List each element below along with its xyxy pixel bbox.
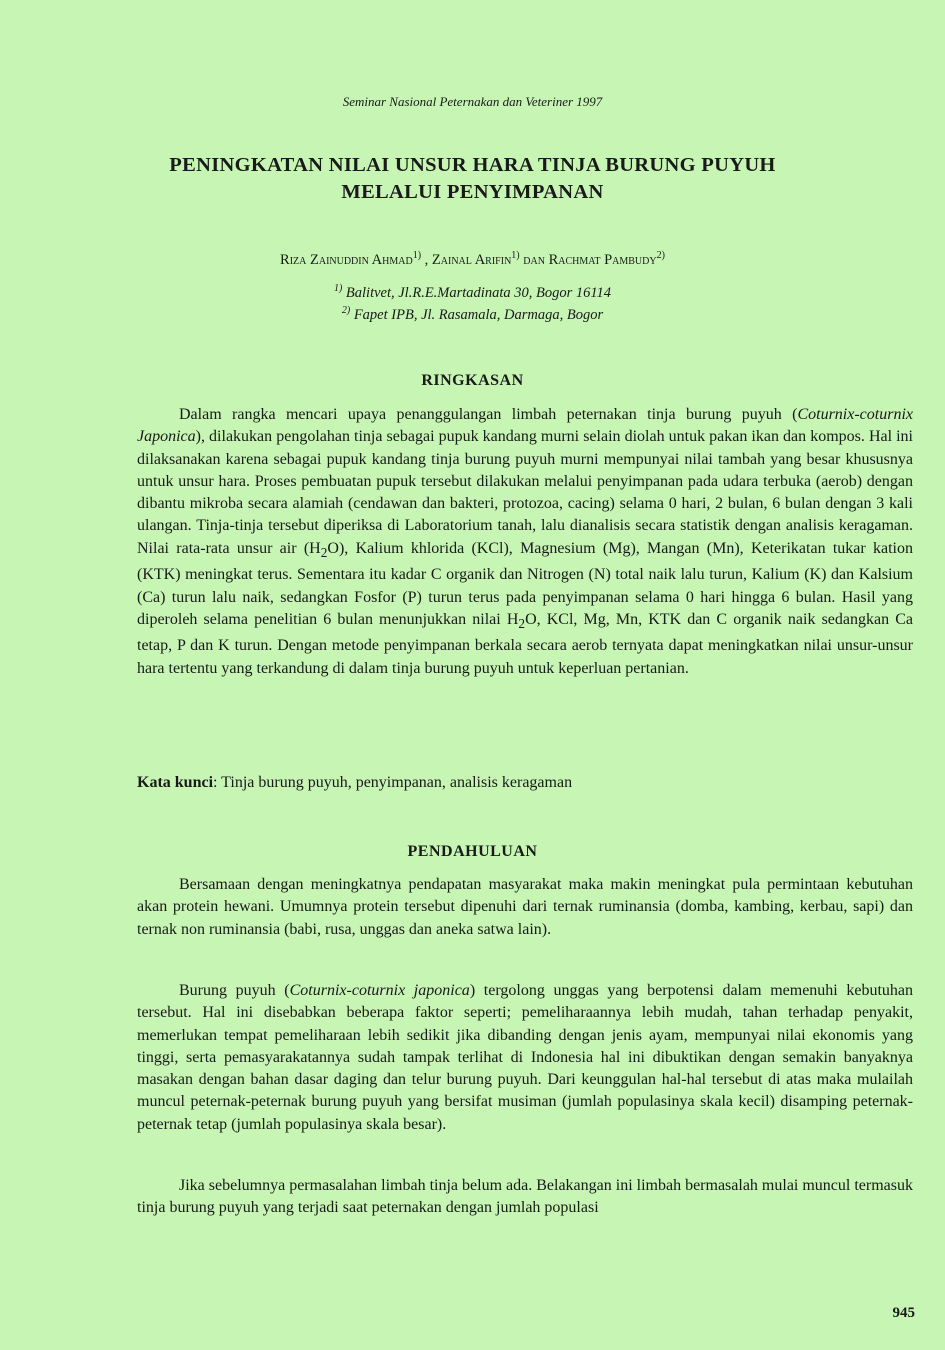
- intro-paragraph-1: Bersamaan dengan meningkatnya pendapatan masyarakat maka makin meningkat pula permintaan kebutuhan akan protein hewani. Umumnya protein tersebut dipenuhi dari ternak ruminansia (domba, kambing, kerbau, sapi) dan ternak non ruminansia (babi, rusa, unggas dan aneka satwa lain).: [137, 876, 913, 938]
- author-list: [100, 250, 845, 269]
- keywords-text: : Tinja burung puyuh, penyimpanan, analisis keragaman: [213, 774, 573, 791]
- author-separator: dan: [519, 251, 549, 268]
- intro-paragraph-3: Jika sebelumnya permasalahan limbah tinja belum ada. Belakangan ini limbah bermasalah mulai muncul termasuk tinja burung puyuh yang terjadi saat peternakan dengan jumlah populasi: [137, 1177, 913, 1217]
- affiliation-mark: 2): [341, 305, 351, 316]
- author-name: Riza Zainuddin Ahmad: [280, 251, 413, 268]
- abstract-text: ), dilakukan pengolahan tinja sebagai pupuk kandang murni selain diolah untuk pakan ikan dan kompos. Hal ini dilaksanakan karena sebagai pupuk kandang tinja burung puyuh murni mempunyai nilai tambah yang besar khususnya untuk unsur hara. Proses pembuatan pupuk tersebut dilakukan melalui penyimpanan pada udara terbuka (aerob) dengan dibantu mikroba secara alamiah (cendawan dan bakteri, protozoa, cacing) selama 0 hari, 2 bulan, 6 bulan dengan 3 kali ulangan. Tinja-tinja tersebut diperiksa di Laboratorium tanah, lalu dianalisis secara statistik dengan analisis keragaman. Nilai rata-rata unsur air (H: [137, 428, 913, 557]
- author-affiliation-mark: 1): [511, 250, 520, 261]
- abstract-text: O), Kalium khlorida (KCl), Magnesium (Mg), Mangan (Mn), Keterikatan tukar kation (KTK) meningkat terus. Sementara itu kadar C organik dan Nitrogen (N) total naik lalu turun, Kalium (K) dan Kalsium (Ca) turun lalu naik, sedangkan Fosfor (P) turun terus pada penyimpanan selama 0 hari hingga 6 bulan. Hasil yang diperoleh selama penelitian 6 bulan menunjukkan nilai H: [137, 539, 913, 628]
- species-name: Coturnix-coturnix japonica: [289, 982, 470, 999]
- species-name: Coturnix-coturnix Japonica: [137, 406, 913, 446]
- title-line-2: MELALUI PENYIMPANAN: [341, 181, 604, 203]
- affiliation-mark: 1): [333, 283, 343, 294]
- subscript: 2: [320, 544, 328, 560]
- keywords: [137, 772, 913, 794]
- abstract-text: Dalam rangka mencari upaya penanggulangan limbah peternakan tinja burung puyuh (: [179, 406, 798, 423]
- abstract-paragraph: [137, 404, 913, 680]
- paragraph-text: Burung puyuh (: [179, 982, 290, 999]
- author-affiliation-mark: 2): [656, 250, 665, 261]
- intro-heading: PENDAHULUAN: [407, 843, 538, 860]
- affiliation-1: [100, 283, 845, 302]
- affiliation-text: Fapet IPB, Jl. Rasamala, Darmaga, Bogor: [350, 306, 604, 323]
- author-affiliation-mark: 1): [412, 250, 422, 261]
- abstract-heading: RINGKASAN: [421, 372, 524, 389]
- author-name: Rachmat Pambudy: [548, 251, 657, 268]
- affiliation-text: Balitvet, Jl.R.E.Martadinata 30, Bogor 16114: [342, 284, 612, 301]
- paragraph-text: ) tergolong unggas yang berpotensi dalam memenuhi kebutuhan tersebut. Hal ini disebabkan beberapa faktor seperti; pemeliharaannya lebih mudah, tahan terhadap penyakit, memerlukan tempat pemeliharaan lebih sedikit jika dibanding dengan jenis ayam, mempunyai nilai ekonomis yang tinggi, serta pemasyarakatannya sudah tampak terlihat di Indonesia hal ini dibuktikan dengan semakin banyaknya masakan dengan bahan dasar daging dan telur burung puyuh. Dari keunggulan hal-hal tersebut di atas maka mulailah muncul peternak-peternak burung puyuh yang bersifat musiman (jumlah populasinya skala kecil) disamping peternak-peternak tetap (jumlah populasinya skala besar).: [137, 982, 914, 1133]
- abstract-text: O, KCl, Mg, Mn, KTK dan C organik naik sedangkan Ca tetap, P dan K turun. Dengan metode penyimpanan berkala secara aerob ternyata dapat meningkatkan nilai unsur-unsur hara tertentu yang terkandung di dalam tinja burung puyuh untuk keperluan pertanian.: [137, 610, 914, 677]
- intro-paragraph-2: [137, 980, 913, 1136]
- author-name: Zainal Arifin: [431, 251, 512, 268]
- subscript: 2: [518, 616, 526, 632]
- title-line-1: PENINGKATAN NILAI UNSUR HARA TINJA BURUNG PUYUH: [169, 154, 776, 176]
- affiliation-2: [100, 305, 845, 324]
- keywords-label: Kata kunci: [137, 774, 214, 791]
- author-separator: ,: [421, 251, 432, 268]
- paper-title: [100, 152, 845, 206]
- page-number: 945: [892, 1305, 915, 1321]
- running-head: Seminar Nasional Peternakan dan Veteriner 1997: [342, 94, 603, 109]
